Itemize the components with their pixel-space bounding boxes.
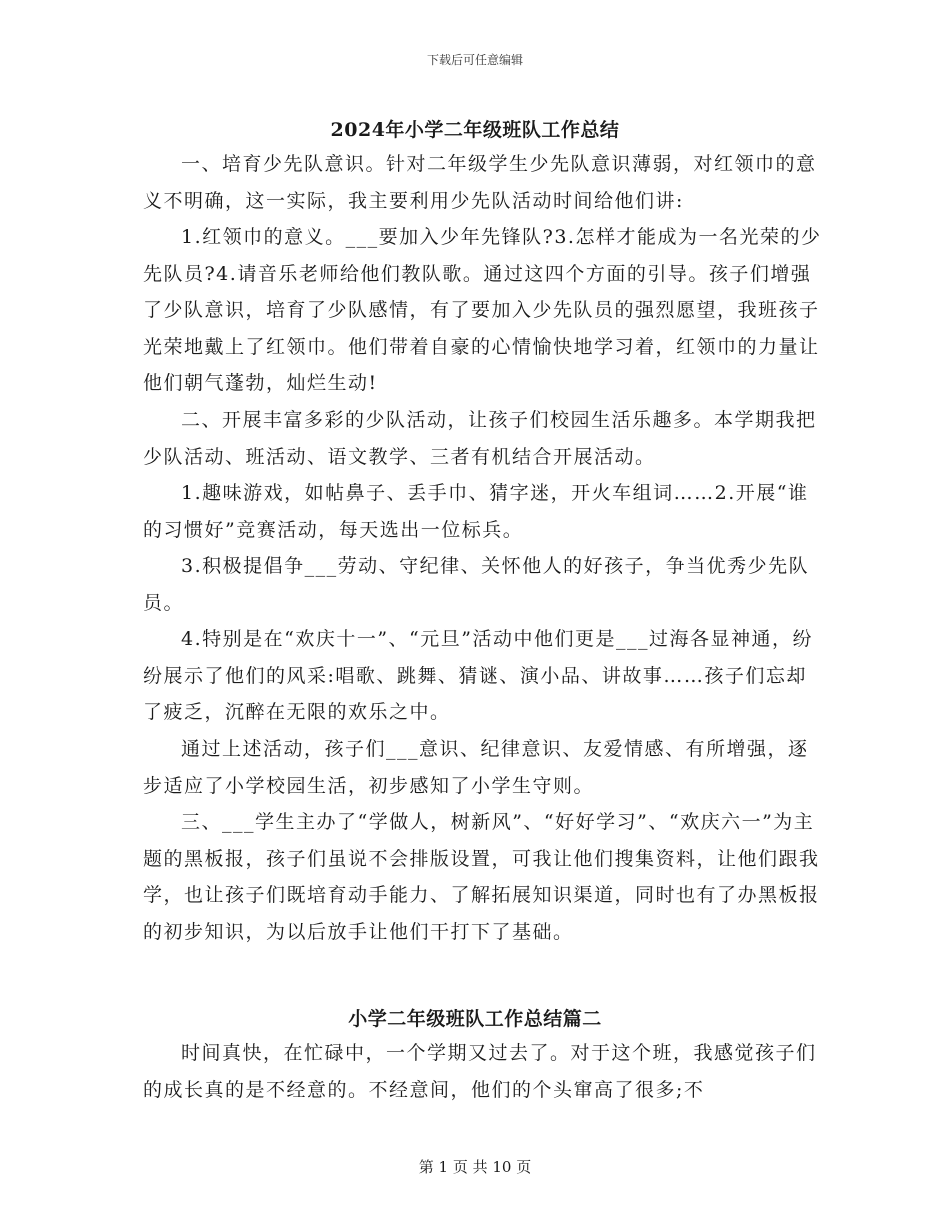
paragraph-5: 3.积极提倡争___劳动、守纪律、关怀他人的好孩子，争当优秀少先队员。 (143, 555, 810, 614)
section-2-title: 小学二年级班队工作总结篇二 (348, 1008, 602, 1030)
paragraph-3: 二、开展丰富多彩的少队活动，让孩子们校园生活乐趣多。本学期我把少队活动、班活动、语文教学、三者有机结合开展活动。 (143, 409, 817, 468)
paragraph-8: 三、___学生主办了“学做人，树新风”、“好好学习”、“欢庆六一”为主题的黑板报，孩子们虽说不会排版设置，可我让他们搜集资料，让他们跟我学，也让孩子们既培育动手能力、了解拓展知识渠道，同时也有了办黑板报的初步知识，为以后放手让他们干打下了基础。 (143, 811, 820, 943)
document-title: 2024年小学二年级班队工作总结 (330, 119, 620, 141)
paragraph-6: 4.特别是在“欢庆十一”、“元旦”活动中他们更是___过海各显神通，纷纷展示了他们的风采:唱歌、跳舞、猜谜、演小品、讲故事……孩子们忘却了疲乏，沉醉在无限的欢乐之中。 (143, 628, 813, 724)
paragraph-7: 通过上述活动，孩子们___意识、纪律意识、友爱情感、有所增强，逐步适应了小学校园生活，初步感知了小学生守则。 (143, 738, 809, 797)
section-2-paragraph-1: 时间真快，在忙碌中，一个学期又过去了。对于这个班，我感觉孩子们的成长真的是不经意的。不经意间，他们的个头窜高了很多;不 (143, 1042, 817, 1101)
paragraph-2: 1.红领巾的意义。___要加入少年先锋队?3.怎样才能成为一名光荣的少先队员?4.请音乐老师给他们教队歌。通过这四个方面的引导。孩子们增强了少队意识，培育了少队感情，有了要加入少先队员的强烈愿望，我班孩子光荣地戴上了红领巾。他们带着自豪的心情愉快地学习着，红领巾的力量让他们朝气蓬勃，灿烂生动! (143, 226, 822, 395)
download-note: 下载后可任意编辑 (426, 53, 523, 67)
page-number: 第 1 页 共 10 页 (418, 1158, 532, 1176)
paragraph-1: 一、培育少先队意识。针对二年级学生少先队意识薄弱，对红领巾的意义不明确，这一实际，我主要利用少先队活动时间给他们讲: (143, 153, 817, 212)
paragraph-4: 1.趣味游戏，如帖鼻子、丢手巾、猜字迷，开火车组词……2.开展“谁的习惯好”竞赛活动，每天选出一位标兵。 (143, 482, 809, 541)
